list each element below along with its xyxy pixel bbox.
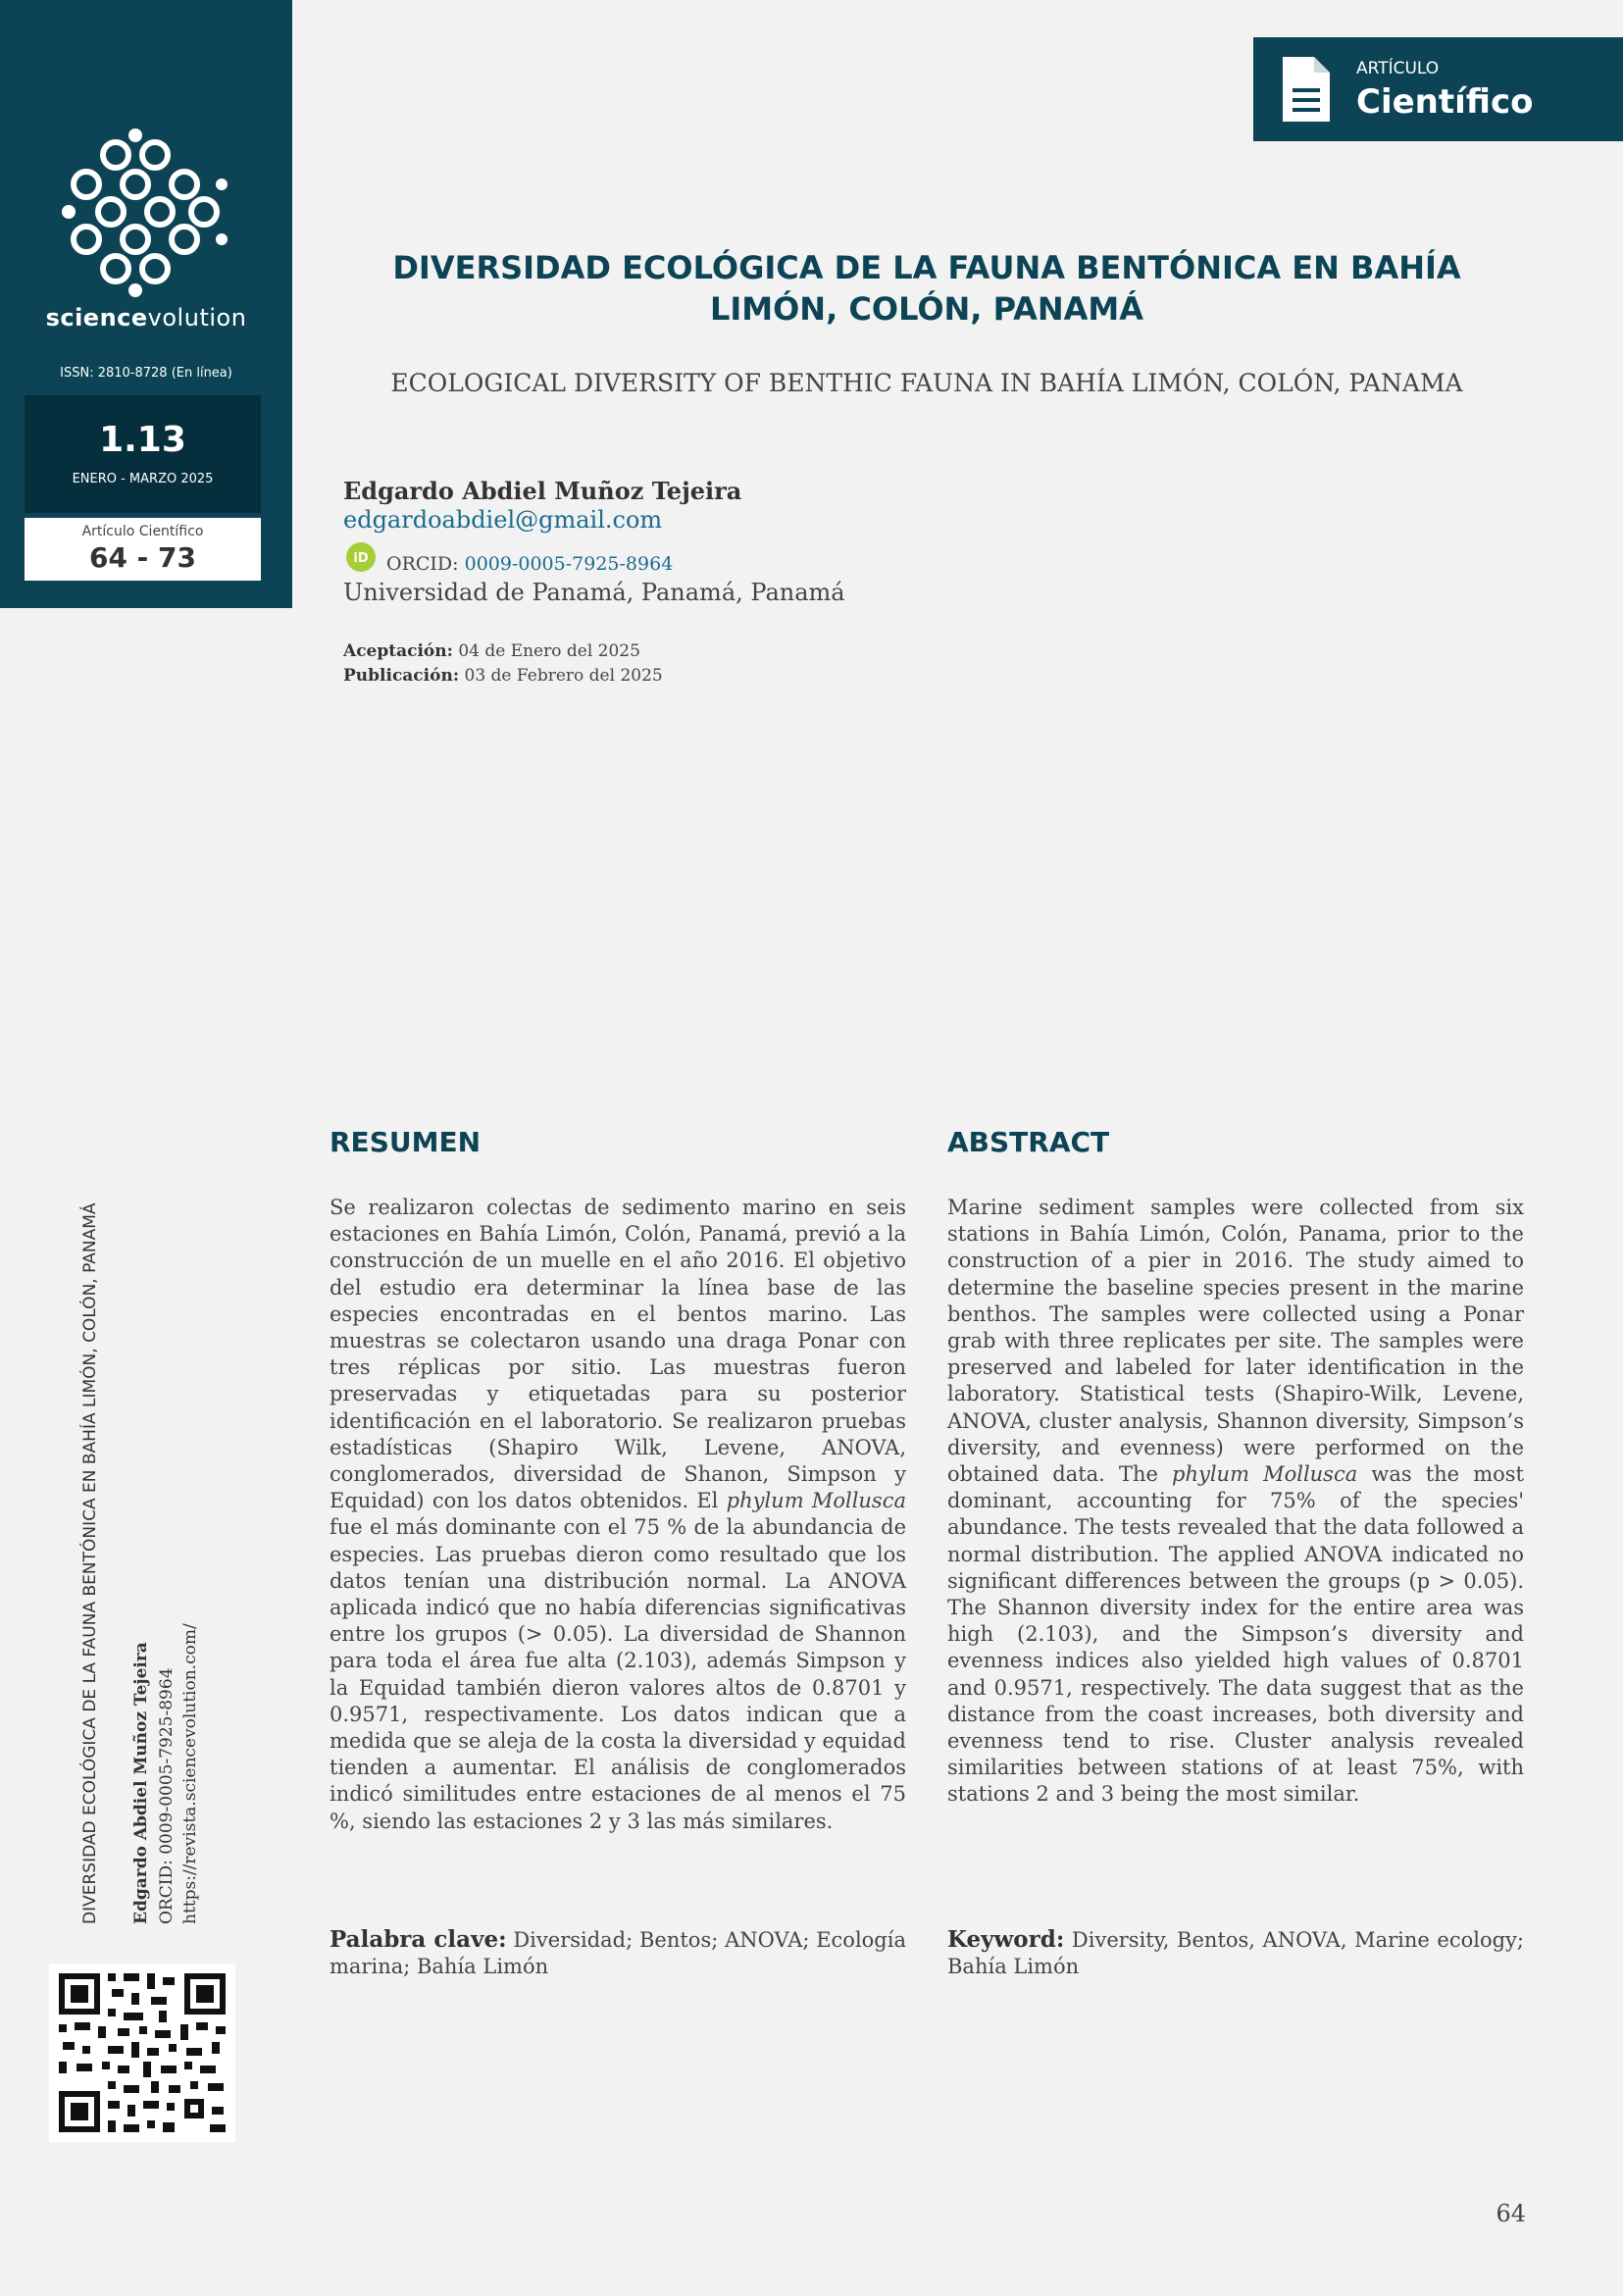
- keywords-es: Palabra clave: Diversidad; Bentos; ANOVA; Ecología marina; Bahía Limón: [330, 1926, 906, 1978]
- publication-label: Publicación:: [343, 666, 460, 686]
- vertical-url[interactable]: https://revista.sciencevolution.com/: [180, 1623, 200, 1924]
- article-type-label: Artículo Científico: [81, 524, 204, 539]
- article-dates: [343, 639, 663, 689]
- vertical-author: Edgardo Abdiel Muñoz Tejeira: [131, 1642, 151, 1924]
- author-name: Edgardo Abdiel Muñoz Tejeira: [343, 477, 742, 505]
- abstract-heading: ABSTRACT: [947, 1126, 1110, 1158]
- badge-label-small: ARTÍCULO: [1356, 59, 1440, 78]
- article-subtitle: ECOLOGICAL DIVERSITY OF BENTHIC FAUNA IN BAHÍA LIMÓN, COLÓN, PANAMA: [390, 369, 1463, 397]
- document-icon: [1279, 55, 1334, 124]
- vertical-title: DIVERSIDAD ECOLÓGICA DE LA FAUNA BENTÓNICA EN BAHÍA LIMÓN, COLÓN, PANAMÁ: [80, 1202, 100, 1924]
- resumen-text: Se realizaron colectas de sedimento marino en seis estaciones en Bahía Limón, Colón, Panamá, previó a la construcción de un muelle en el año 2016. El objetivo del estudio era determinar la línea base de las especies encontradas en el bentos marino. Las muestras se colectaron usando una draga Ponar con tres réplicas por sitio. Las muestras fueron preservadas y etiquetadas para su posterior identificación en el laboratorio. Se realizaron pruebas estadísticas (Shapiro Wilk, Levene, ANOVA, conglomerados, diversidad de Shanon, Simpson y Equidad) con los datos obtenidos. El phylum Mollusca fue el más dominante con el 75 % de la abundancia de especies. Las pruebas dieron como resultado que los datos tenían una distribución normal. La ANOVA aplicada indicó que no había diferencias significativas entre los grupos (> 0.05). La diversidad de Shannon para toda el área fue alta (2.103), además Simpson y la Equidad también dieron valores altos de 0.8701 y 0.9571, respectivamente. Los datos indican que a medida que se aleja de la costa la diversidad y equidad tienden a aumentar. El análisis de conglomerados indicó similitudes entre estaciones de al menos el 75 %, siendo las estaciones 2 y 3 las más similares.: [330, 1196, 906, 1833]
- keywords-en: Keyword: Diversity, Bentos, ANOVA, Marine ecology; Bahía Limón: [947, 1926, 1524, 1978]
- journal-sidebar: [0, 0, 292, 608]
- volume-box: [25, 395, 261, 513]
- acceptance-label: Aceptación:: [343, 641, 453, 661]
- author-email[interactable]: edgardoabdiel@gmail.com: [343, 506, 663, 534]
- orcid-link[interactable]: 0009-0005-7925-8964: [464, 553, 674, 575]
- volume-period: ENERO - MARZO 2025: [72, 472, 214, 486]
- acceptance-date: 04 de Enero del 2025: [458, 641, 640, 661]
- orcid-icon: [345, 541, 377, 573]
- page-number: 64: [1496, 2200, 1526, 2227]
- publication-date: 03 de Febrero del 2025: [464, 666, 663, 686]
- abstract-text: Marine sediment samples were collected from six stations in Bahía Limón, Colón, Panama, prior to the construction of a pier in 2016. The study aimed to determine the baseline species present in the marine benthos. The samples were collected using a Ponar grab with three replicates per site. The samples were preserved and labeled for later identification in the laboratory. Statistical tests (Shapiro-Wilk, Levene, ANOVA, cluster analysis, Shannon diversity, Simpson’s diversity, and evenness) were performed on the obtained data. The phylum Mollusca was the most dominant, accounting for 75% of the species' abundance. The tests revealed that the data followed a normal distribution. The applied ANOVA indicated no significant differences between the groups (p > 0.05). The Shannon diversity index for the entire area was high (2.103), and the Simpson’s diversity and evenness indices also yielded high values of 0.8701 and 0.9571, respectively. The data suggest that as the distance from the coast increases, both diversity and evenness tend to rise. Cluster analysis revealed similarities between stations of at least 75%, with stations 2 and 3 being the most similar.: [947, 1196, 1524, 1807]
- article-type-badge: [1253, 37, 1623, 141]
- qr-code-icon[interactable]: [49, 1964, 235, 2142]
- issn: ISSN: 2810-8728 (En línea): [60, 366, 232, 381]
- badge-label-big: Científico: [1356, 82, 1534, 122]
- author-affiliation: Universidad de Panamá, Panamá, Panamá: [343, 579, 845, 606]
- volume-number: 1.13: [99, 420, 186, 460]
- article-title: DIVERSIDAD ECOLÓGICA DE LA FAUNA BENTÓNICA EN BAHÍA LIMÓN, COLÓN, PANAMÁ: [392, 249, 1461, 328]
- resumen-heading: RESUMEN: [330, 1126, 482, 1158]
- page-range: 64 - 73: [88, 541, 197, 574]
- journal-logo-icon: [57, 126, 233, 302]
- orcid-line: ORCID: 0009-0005-7925-8964: [386, 553, 674, 575]
- page-range-box: [25, 518, 261, 581]
- svg-text:iD: iD: [353, 551, 369, 566]
- brand-name: sciencevolution: [45, 304, 247, 332]
- vertical-orcid: ORCID: 0009-0005-7925-8964: [157, 1667, 177, 1924]
